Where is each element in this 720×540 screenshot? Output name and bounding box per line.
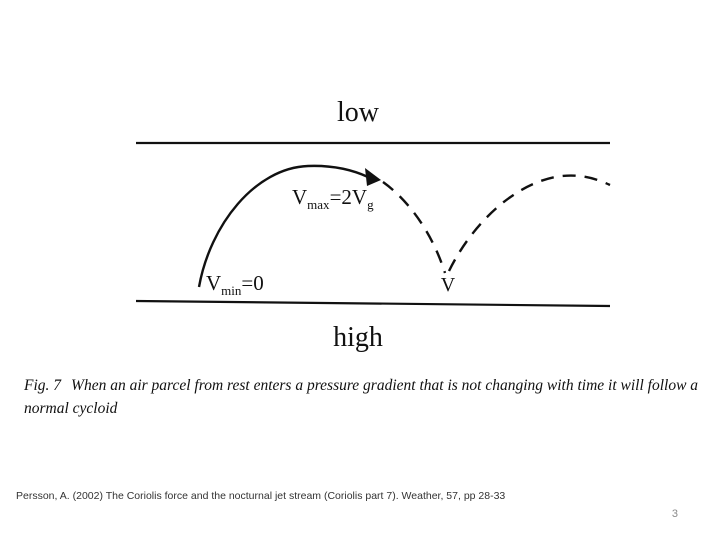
vmin-value: =0 <box>241 271 264 295</box>
figure-caption <box>24 374 714 420</box>
high-pressure-boundary-line <box>136 301 610 306</box>
page-number: 3 <box>671 508 678 520</box>
figure-number: Fig. 7 <box>24 377 62 394</box>
trajectory-arrow-icon <box>365 168 381 186</box>
trajectory-dashed-descent <box>383 182 445 273</box>
trajectory-dashed-rise <box>449 176 610 271</box>
vmin-v: V <box>206 271 222 295</box>
vmin-label <box>206 271 264 298</box>
cusp-label: V <box>440 274 456 296</box>
vmax-v: V <box>292 185 308 209</box>
reference-citation: Persson, A. (2002) The Coriolis force and the nocturnal jet stream (Coriolis part 7). Weather, 57, pp 28-33 <box>16 490 506 502</box>
caption-text: When an air parcel from rest enters a pressure gradient that is not changing with time it will follow a normal cycloid <box>24 377 699 417</box>
vmin-subscript: min <box>221 283 242 298</box>
vmax-value: =2V <box>329 185 368 209</box>
high-pressure-label: high <box>333 322 383 353</box>
vmax-g-subscript: g <box>367 197 374 212</box>
low-pressure-label: low <box>337 97 379 128</box>
vmax-subscript: max <box>307 197 330 212</box>
vmax-label <box>292 185 374 212</box>
